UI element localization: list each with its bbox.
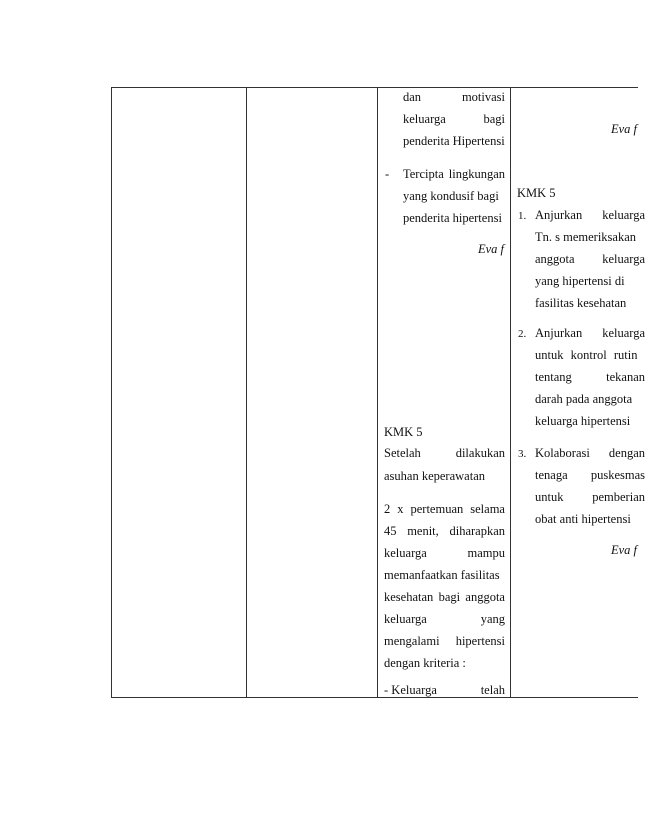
table-bottom-border [111,697,638,698]
word: Anjurkan [535,208,583,222]
list-number: 2. [518,328,527,340]
word: Kolaborasi [535,446,590,460]
criteria-line [384,634,505,648]
table-col-divider-2 [246,87,247,698]
criteria-line [384,612,505,626]
intervention-line: keluarga hipertensi [535,414,631,428]
word: Tercipta [403,167,444,181]
word: 45 [384,524,397,538]
table-top-border [111,87,638,88]
word: untuk [535,490,564,504]
word: keluarga [602,252,645,266]
word: anggota [465,590,505,604]
criteria-line [403,90,505,104]
table-col-divider-4 [510,87,511,698]
word: anggota [535,252,575,266]
word: bagi [483,112,505,126]
criteria-line [384,502,505,516]
word: dengan [608,446,645,460]
word: kesehatan [384,590,434,604]
intervention-line [535,326,645,340]
criteria-line: memanfaatkan fasilitas [384,568,500,582]
criteria-line [384,683,505,697]
intervention-line: yang hipertensi di [535,274,625,288]
criteria-line [403,167,505,181]
intervention-line: darah pada anggota [535,392,633,406]
intervention-line [535,208,645,222]
word: tenaga [535,468,568,482]
intervention-line: untuk kontrol rutin [535,348,638,362]
word: keluarga [403,112,446,126]
criteria-line [384,524,505,538]
word: mengalami [384,634,440,648]
intervention-line: fasilitas kesehatan [535,296,627,310]
intervention-line [535,446,645,460]
word: lingkungan [448,167,505,181]
word: 2 [384,502,391,516]
signature: Eva f [478,242,505,256]
signature: Eva f [611,122,638,136]
list-number: 1. [518,210,527,222]
criteria-line [384,546,505,560]
intervention-line: Tn. s memeriksakan [535,230,637,244]
word: - Keluarga [384,683,437,697]
word: motivasi [461,90,505,104]
word: diharapkan [449,524,505,538]
intervention-line: obat anti hipertensi [535,512,631,526]
intervention-line [535,370,645,384]
word: hipertensi [455,634,505,648]
word: x [397,502,404,516]
intervention-line [535,468,645,482]
bullet-dash: - [385,167,390,181]
intervention-line [535,490,645,504]
word: tekanan [606,370,645,384]
table-col-divider-1 [111,87,112,698]
criteria-line: penderita Hipertensi [403,134,505,148]
intervention-line [535,252,645,266]
word: pertemuan [410,502,464,516]
word: keluarga [602,326,645,340]
word: keluarga [384,546,427,560]
word: dan [403,90,422,104]
word: mampu [467,546,505,560]
word: selama [470,502,505,516]
word: keluarga [384,612,427,626]
table-col-divider-3 [377,87,378,698]
word: bagi [438,590,461,604]
criteria-line [384,446,505,460]
criteria-line [384,590,505,604]
word: Setelah [384,446,421,460]
kmk-heading: KMK 5 [517,186,556,200]
word: telah [480,683,505,697]
list-number: 3. [518,448,527,460]
signature: Eva f [611,543,638,557]
criteria-line: asuhan keperawatan [384,469,485,483]
criteria-line: penderita hipertensi [403,211,502,225]
word: puskesmas [590,468,645,482]
word: pemberian [592,490,645,504]
word: yang [480,612,505,626]
criteria-line [403,112,505,126]
criteria-line: dengan kriteria : [384,656,466,670]
word: menit, [407,524,439,538]
word: keluarga [602,208,645,222]
kmk-heading: KMK 5 [384,425,423,439]
word: Anjurkan [535,326,583,340]
criteria-line: yang kondusif bagi [403,189,499,203]
word: tentang [535,370,572,384]
word: dilakukan [455,446,505,460]
